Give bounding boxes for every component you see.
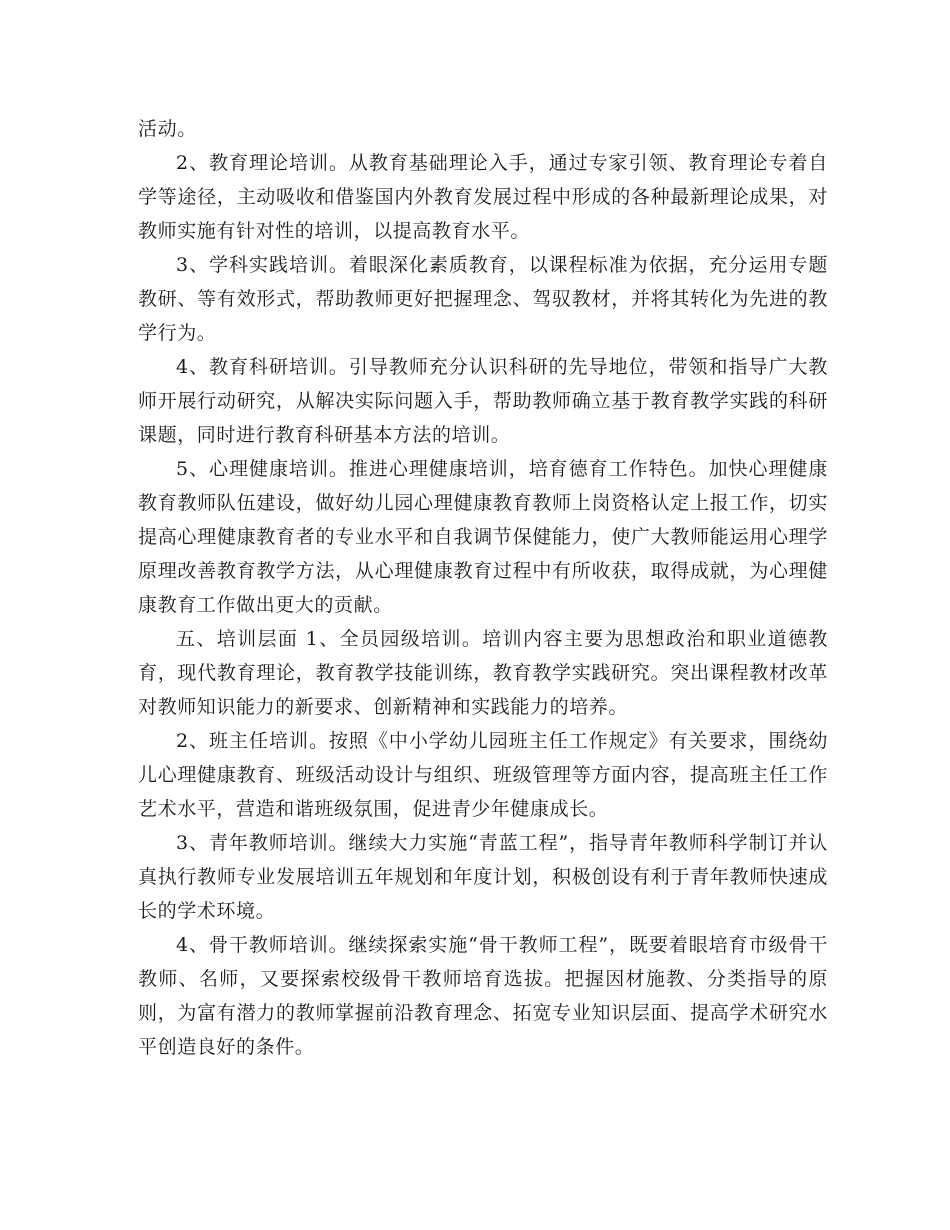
paragraph-young-teacher: 3、青年教师培训。继续大力实施“青蓝工程”，指导青年教师科学制订并认真执行教师专业发展培训五年规划和年度计划，积极创设有利于青年教师快速成长的学术环境。	[138, 832, 828, 922]
paragraph-education-theory: 2、教育理论培训。从教育基础理论入手，通过专家引领、教育理论专着自学等途径，主动吸收和借鉴国内外教育发展过程中形成的各种最新理论成果，对教师实施有针对性的培训，以提高教育水平。	[138, 152, 828, 242]
paragraph-continuation: 活动。	[138, 118, 197, 140]
paragraph-class-teacher: 2、班主任培训。按照《中小学幼儿园班主任工作规定》有关要求，围绕幼儿心理健康教育、班级活动设计与组织、班级管理等方面内容，提高班主任工作艺术水平，营造和谐班级氛围，促进青少年健康成长。	[138, 730, 828, 820]
paragraph-subject-practice: 3、学科实践培训。着眼深化素质教育，以课程标准为依据，充分运用专题教研、等有效形式，帮助教师更好把握理念、驾驭教材，并将其转化为先进的教学行为。	[138, 254, 828, 344]
paragraph-research-training: 4、教育科研培训。引导教师充分认识科研的先导地位，带领和指导广大教师开展行动研究，从解决实际问题入手，帮助教师确立基于教育教学实践的科研课题，同时进行教育科研基本方法的培训。	[138, 356, 828, 446]
paragraph-training-levels: 五、培训层面 1、全员园级培训。培训内容主要为思想政治和职业道德教育，现代教育理论，教育教学技能训练，教育教学实践研究。突出课程教材改革对教师知识能力的新要求、创新精神和实践能力的培养。	[138, 628, 828, 718]
paragraph-key-teacher: 4、骨干教师培训。继续探索实施“骨干教师工程”，既要着眼培育市级骨干教师、名师，又要探索校级骨干教师培育选拔。把握因材施教、分类指导的原则，为富有潜力的教师掌握前沿教育理念、拓宽专业知识层面、提高学术研究水平创造良好的条件。	[138, 934, 828, 1058]
document-body	[138, 112, 828, 1064]
paragraph-mental-health: 5、心理健康培训。推进心理健康培训，培育德育工作特色。加快心理健康教育教师队伍建设，做好幼儿园心理健康教育教师上岗资格认定上报工作，切实提高心理健康教育者的专业水平和自我调节保健能力，使广大教师能运用心理学原理改善教育教学方法，从心理健康教育过程中有所收获，取得成就，为心理健康教育工作做出更大的贡献。	[138, 458, 828, 616]
